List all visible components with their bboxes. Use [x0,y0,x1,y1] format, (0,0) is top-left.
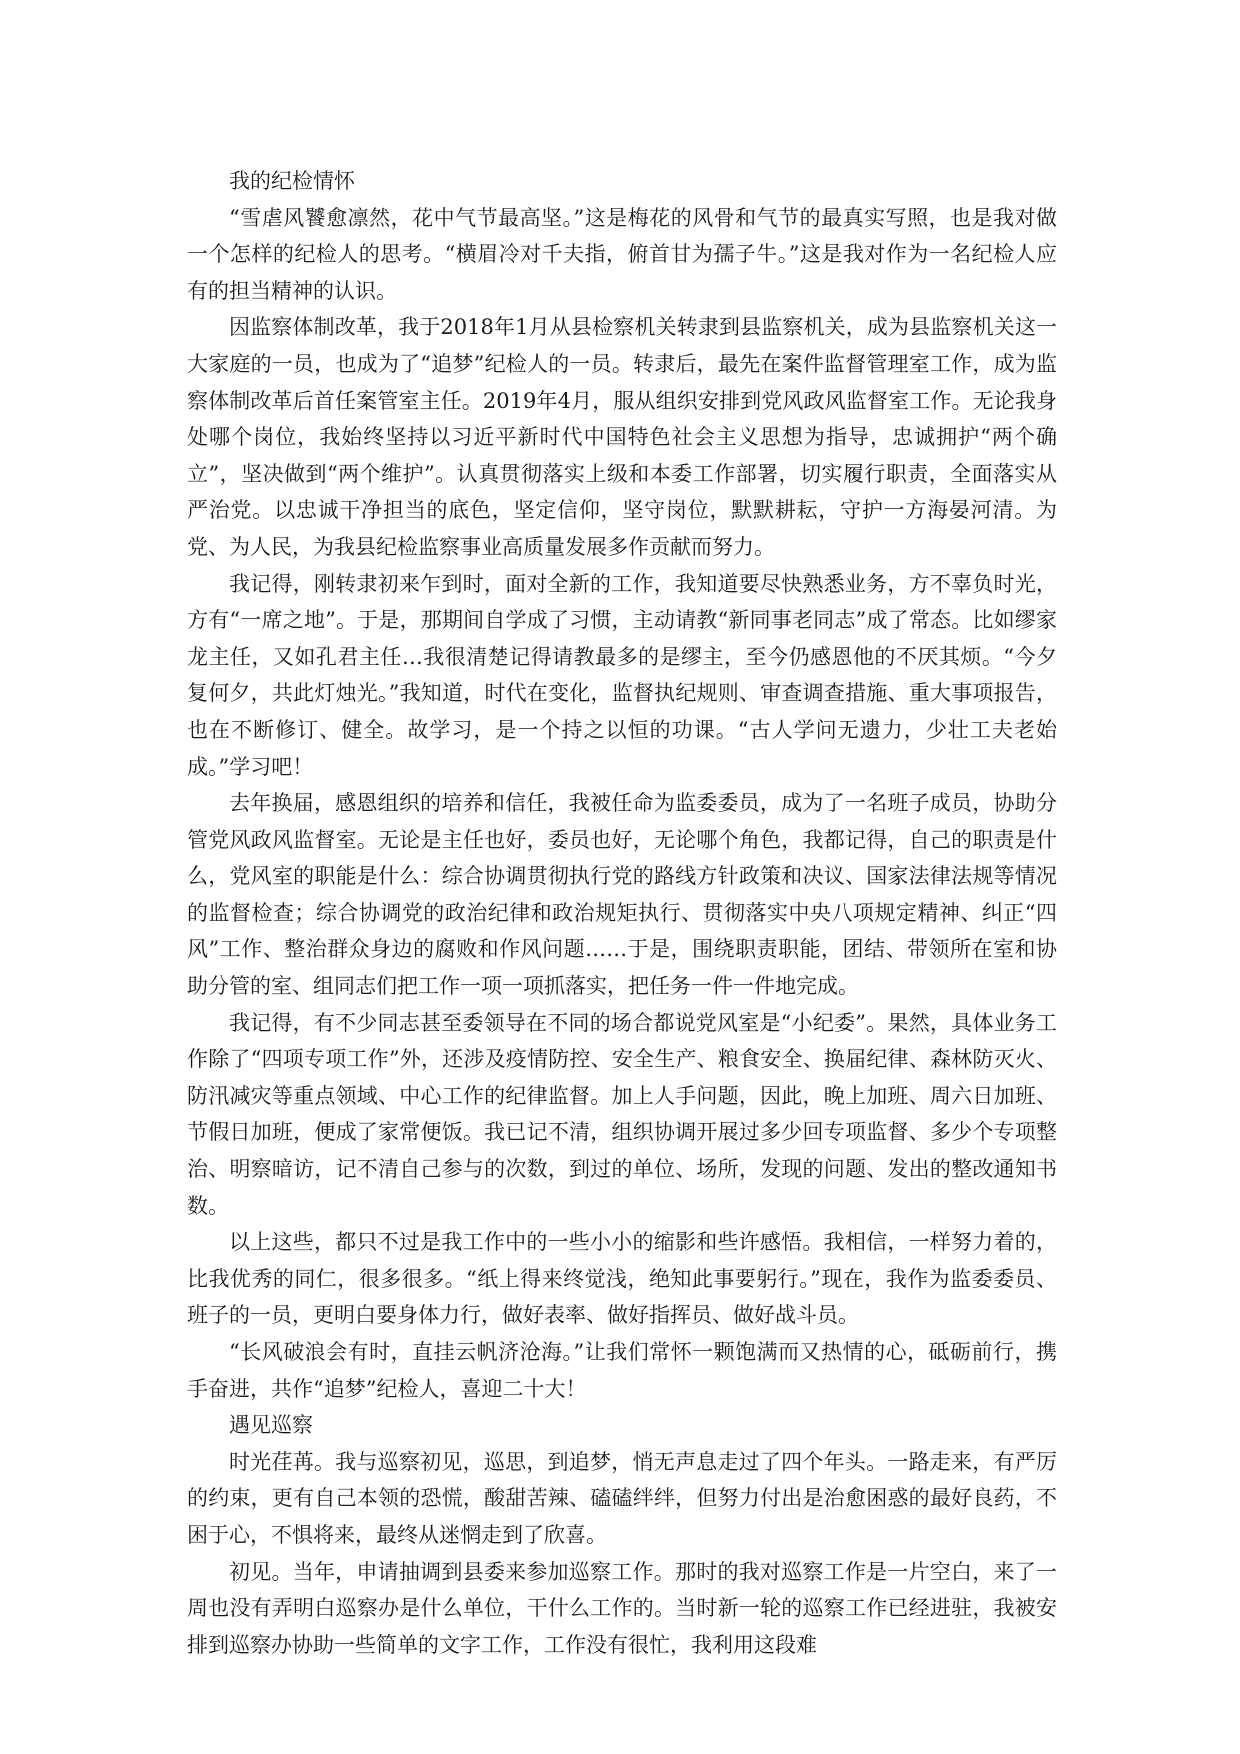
paragraph: 去年换届，感恩组织的培养和信任，我被任命为监委委员，成为了一名班子成员，协助分管党风政风监督室。无论是主任也好，委员也好，无论哪个角色，我都记得，自己的职责是什么，党风室的职能是什么：综合协调贯彻执行党的路线方针政策和决议、国家法律法规等情况的监督检查；综合协调党的政治纪律和政治规矩执行、贯彻落实中央八项规定精神、纠正“四风”工作、整治群众身边的腐败和作风问题……于是，围绕职责职能，团结、带领所在室和协助分管的室、组同志们把工作一项一项抓落实，把任务一件一件地完成。 [187,791,1057,999]
section-title-xuncha: 遇见巡察 [229,1413,313,1438]
paragraph: 时光荏苒。我与巡察初见，巡思，到追梦，悄无声息走过了四个年头。一路走来，有严厉的约束，更有自己本领的恐慌，酸甜苦辣、磕磕绊绊，但努力付出是治愈困惑的最好良药，不困于心，不惧将来，最终从迷惘走到了欣喜。 [187,1449,1057,1547]
paragraph: 我记得，刚转隶初来乍到时，面对全新的工作，我知道要尽快熟悉业务，方不辜负时光，方有“一席之地”。于是，那期间自学成了习惯，主动请教“新同事老同志”成了常态。比如缪家龙主任，又如孔君主任…我很清楚记得请教最多的是缪主，至今仍感恩他的不厌其烦。“今夕复何夕，共此灯烛光。”我知道，时代在变化，监督执纪规则、审查调查措施、重大事项报告，也在不断修订、健全。故学习，是一个持之以恒的功课。“古人学问无遗力，少壮工夫老始成。”学习吧！ [187,571,1057,779]
paragraph: 以上这些，都只不过是我工作中的一些小小的缩影和些许感悟。我相信，一样努力着的，比我优秀的同仁，很多很多。“纸上得来终觉浅，绝知此事要躬行。”现在，我作为监委委员、班子的一员，更明白要身体力行，做好表率、做好指挥员、做好战斗员。 [187,1230,1057,1328]
paragraph: “长风破浪会有时，直挂云帆济沧海。”让我们常怀一颗饱满而又热情的心，砥砺前行，携手奋进，共作“追梦”纪检人，喜迎二十大！ [187,1340,1057,1401]
paragraph: 我记得，有不少同志甚至委领导在不同的场合都说党风室是“小纪委”。果然，具体业务工作除了“四项专项工作”外，还涉及疫情防控、安全生产、粮食安全、换届纪律、森林防灭火、防汛减灾等重点领域、中心工作的纪律监督。加上人手问题，因此，晚上加班、周六日加班、节假日加班，便成了家常便饭。我已记不清，组织协调开展过多少回专项监督、多少个专项整治、明察暗访，记不清自己参与的次数，到过的单位、场所，发现的问题、发出的整改通知书数。 [187,1010,1057,1218]
section-title-jijian: 我的纪检情怀 [229,169,355,193]
paragraph: 初见。当年，申请抽调到县委来参加巡察工作。那时的我对巡察工作是一片空白，来了一周也没有弄明白巡察办是什么单位，干什么工作的。当时新一轮的巡察工作已经进驻，我被安排到巡察办协助一些简单的文字工作，工作没有很忙，我利用这段难 [187,1559,1057,1657]
paragraph: 因监察体制改革，我于2018年1月从县检察机关转隶到县监察机关，成为县监察机关这一大家庭的一员，也成为了“追梦”纪检人的一员。转隶后，最先在案件监督管理室工作，成为监察体制改革后首任案管室主任。2019年4月，服从组织安排到党风政风监督室工作。无论我身处哪个岗位，我始终坚持以习近平新时代中国特色社会主义思想为指导，忠诚拥护“两个确立”，坚决做到“两个维护”。认真贯彻落实上级和本委工作部署，切实履行职责，全面落实从严治党。以忠诚干净担当的底色，坚定信仰，坚守岗位，默默耕耘，守护一方海晏河清。为党、为人民，为我县纪检监察事业高质量发展多作贡献而努力。 [187,315,1057,559]
document-body [187,163,1057,1663]
paragraph: “雪虐风饕愈凛然，花中气节最高坚。”这是梅花的风骨和气节的最真实写照，也是我对做一个怎样的纪检人的思考。“横眉冷对千夫指，俯首甘为孺子牛。”这是我对作为一名纪检人应有的担当精神的认识。 [187,205,1057,303]
